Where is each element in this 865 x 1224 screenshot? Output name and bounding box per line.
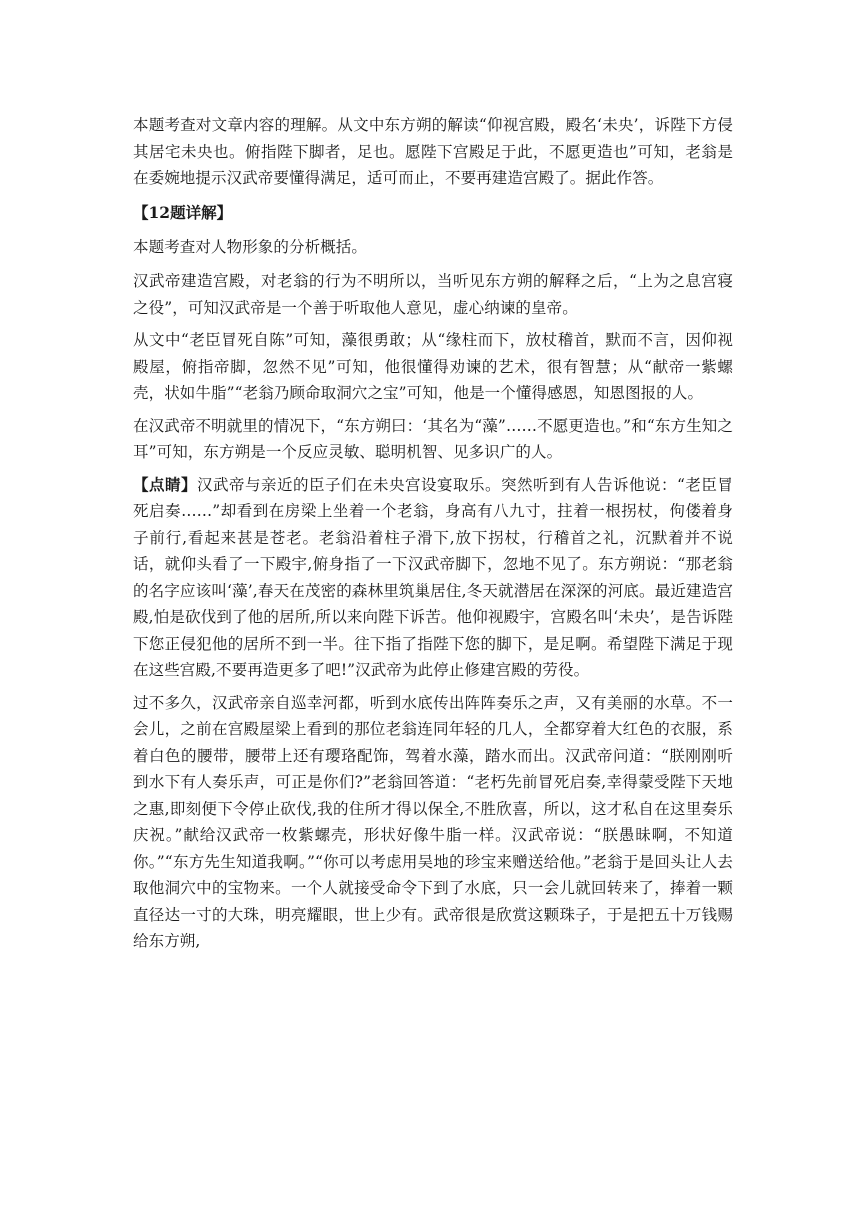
dianjing-label: 【点睛】	[133, 474, 197, 494]
section-heading-12: 【12题详解】	[133, 202, 233, 222]
paragraph-dongfang: 在汉武帝不明就里的情况下，“东方朔曰：‘其名为“藻”……不愿更造也。”和“东方生知之耳”可知，东方朔是一个反应灵敏、聪明机智、见多识广的人。	[133, 416, 733, 461]
paragraph-analysis-11: 本题考查对文章内容的理解。从文中东方朔的解读“仰视宫殿，殿名‘未央’，诉陛下方侵其居宅未央也。俯指陛下脚者，足也。愿陛下宫殿足于此，不愿更造也”可知，老翁是在委婉地提示汉武帝要懂得满足，适可而止，不要再建造宫殿了。据此作答。	[133, 116, 733, 187]
dianjing-text: 汉武帝与亲近的臣子们在未央宫设宴取乐。突然听到有人告诉他说：“老臣冒死启奏……”却看到在房梁上坐着一个老翁，身高有八九寸，拄着一根拐杖，佝偻着身子前行,看起来甚是苍老。老翁沿着柱子滑下,放下拐杖，行稽首之礼，沉默着并不说话，就仰头看了一下殿宇,俯身指了一下汉武帝脚下，忽地不见了。东方朔说：“那老翁的名字应该叫‘藻’,春天在茂密的森林里筑巢居住,冬天就潜居在深深的河底。最近建造宫殿,怕是砍伐到了他的居所,所以来向陛下诉苦。他仰视殿宇，宫殿名叫‘未央’，是告诉陛下您正侵犯他的居所不到一半。往下指了指陛下您的脚下，是足啊。希望陛下满足于现在这些宫殿,不要再造更多了吧!”汉武帝为此停止修建宫殿的劳役。	[133, 475, 733, 679]
paragraph-dianjing	[133, 472, 733, 684]
paragraph-intro-12: 本题考查对人物形象的分析概括。	[133, 237, 368, 256]
paragraph-emperor: 汉武帝建造宫殿，对老翁的行为不明所以，当听见东方朔的解释之后，“上为之息宫寝之役”，可知汉武帝是一个善于听取他人意见，虚心纳谏的皇帝。	[133, 272, 733, 317]
paragraph-zao: 从文中“老臣冒死自陈”可知，藻很勇敢；从“缘柱而下，放杖稽首，默而不言，因仰视殿屋，俯指帝脚，忽然不见”可知，他很懂得劝谏的艺术，很有智慧；从“献帝一紫螺壳，状如牛脂”“老翁乃顾命取洞穴之宝”可知，他是一个懂得感恩，知恩图报的人。	[133, 331, 733, 402]
document-page	[133, 112, 733, 961]
paragraph-translation-2: 过不多久，汉武帝亲自巡幸河都，听到水底传出阵阵奏乐之声，又有美丽的水草。不一会儿，之前在宫殿屋梁上看到的那位老翁连同年轻的几人，全都穿着大红色的衣服，系着白色的腰带，腰带上还有璎珞配饰，驾着水藻，踏水而出。汉武帝问道：“朕刚刚听到水下有人奏乐声，可正是你们?”老翁回答道：“老朽先前冒死启奏,幸得蒙受陛下天地之惠,即刻便下令停止砍伐,我的住所才得以保全,不胜欣喜，所以，这才私自在这里奏乐庆祝。”献给汉武帝一枚紫螺壳，形状好像牛脂一样。汉武帝说：“朕愚昧啊，不知道你。”“东方先生知道我啊。”“你可以考虑用吴地的珍宝来赠送给他。”老翁于是回头让人去取他洞穴中的宝物来。一个人就接受命令下到了水底，只一会儿就回转来了，捧着一颗直径达一寸的大珠，明亮耀眼，世上少有。武帝很是欣赏这颗珠子，于是把五十万钱赐给东方朔,	[133, 693, 733, 950]
